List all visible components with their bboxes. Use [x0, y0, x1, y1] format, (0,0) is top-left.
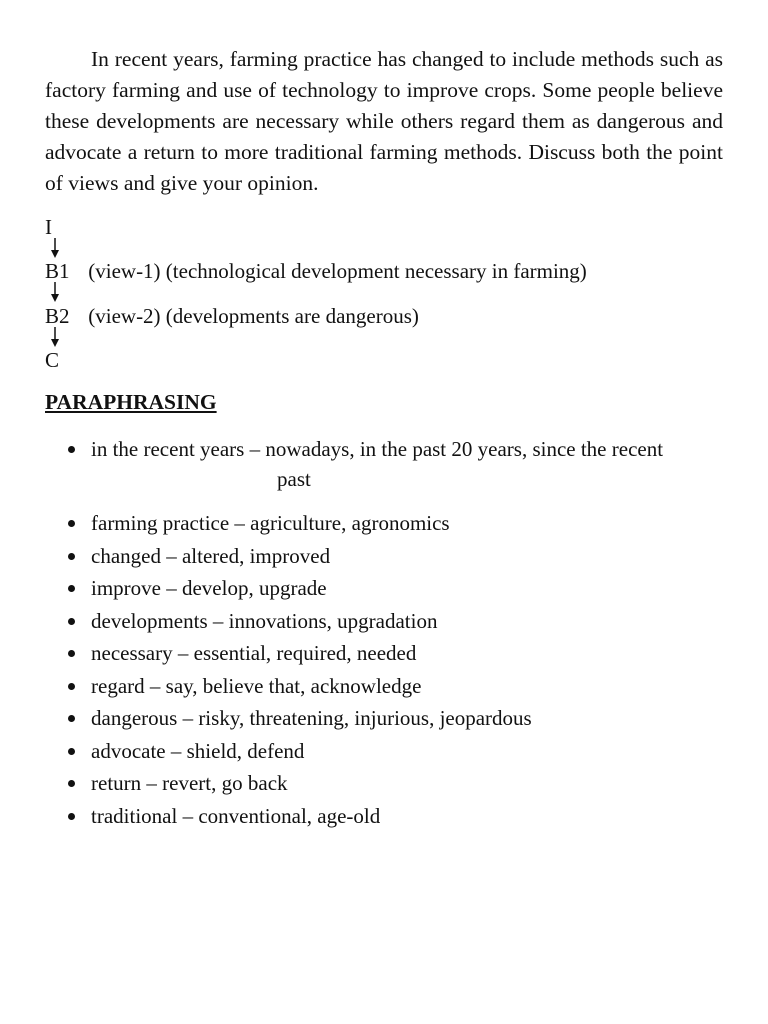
paraphrase-synonyms: agriculture, agronomics: [250, 511, 450, 535]
list-item: [45, 767, 725, 800]
paraphrase-term: advocate: [91, 738, 166, 763]
paraphrase-term: traditional: [91, 803, 178, 828]
bullet-icon: [68, 585, 75, 592]
paraphrase-separator: –: [160, 543, 182, 568]
down-arrow-icon: [50, 327, 60, 347]
paraphrase-synonyms: shield, defend: [186, 738, 305, 763]
paraphrase-synonyms: develop, upgrade: [181, 576, 327, 600]
bullet-icon: [68, 683, 75, 690]
paraphrase-separator: –: [207, 608, 229, 633]
paraphrase-synonyms: say, believe that, acknowledge: [165, 673, 422, 698]
list-item: [45, 605, 725, 638]
flow-body-1: [45, 258, 587, 284]
flow-intro: [45, 214, 52, 240]
paraphrase-separator: –: [172, 641, 194, 665]
flow-body-1-text: (view-1) (technological development necessary in farming): [88, 259, 587, 283]
flow-body-2-text: (view-2) (developments are dangerous): [88, 304, 419, 328]
paraphrase-term: return: [91, 771, 142, 795]
flow-body-1-code: B1: [45, 259, 70, 283]
bullet-icon: [68, 650, 75, 657]
paraphrase-term: improve: [91, 576, 161, 600]
paraphrase-term: necessary: [91, 641, 173, 665]
paraphrase-term: farming practice: [91, 511, 230, 535]
paraphrase-term: changed: [91, 543, 161, 568]
paraphrase-synonyms: risky, threatening, injurious, jeopardous: [198, 706, 532, 730]
list-item: [45, 800, 725, 833]
paraphrase-synonyms: conventional, age-old: [198, 803, 381, 828]
paraphrasing-heading: PARAPHRASING: [45, 390, 217, 414]
list-item: [45, 735, 725, 768]
paraphrase-synonyms: nowadays, in the past 20 years, since the recent: [265, 437, 664, 461]
paraphrase-synonyms: essential, required, needed: [193, 641, 417, 665]
paraphrase-separator: –: [165, 738, 187, 763]
bullet-icon: [68, 813, 75, 820]
paraphrasing-list: [45, 434, 725, 832]
flow-conclusion: [45, 347, 59, 373]
bullet-icon: [68, 748, 75, 755]
flow-body-2: [45, 303, 419, 329]
paraphrase-term: in the recent years: [91, 437, 245, 461]
paraphrase-term: developments: [91, 608, 208, 633]
paraphrase-separator: –: [141, 771, 163, 795]
paraphrase-separator: –: [229, 511, 251, 535]
flow-conclusion-code: C: [45, 348, 60, 372]
list-item: [45, 702, 725, 735]
bullet-icon: [68, 618, 75, 625]
paraphrase-separator: –: [144, 673, 166, 698]
bullet-icon: [68, 446, 75, 453]
down-arrow-icon: [50, 282, 60, 302]
bullet-icon: [68, 715, 75, 722]
paraphrase-term: regard: [91, 673, 145, 698]
paraphrase-synonyms: revert, go back: [162, 771, 288, 795]
flow-intro-code: I: [45, 215, 52, 239]
flow-body-2-code: B2: [45, 304, 70, 328]
paraphrase-synonyms: innovations, upgradation: [228, 608, 438, 633]
paraphrase-separator: –: [160, 576, 182, 600]
bullet-icon: [68, 780, 75, 787]
list-item: [45, 637, 725, 670]
list-item: [45, 572, 725, 605]
paraphrase-separator: –: [244, 437, 266, 461]
down-arrow-icon: [50, 238, 60, 258]
paraphrase-separator: –: [177, 803, 199, 828]
list-item: [45, 540, 725, 573]
list-item: [45, 507, 725, 540]
list-item: [45, 434, 725, 494]
paraphrase-synonyms-continued: past: [277, 467, 311, 491]
paraphrase-term: dangerous: [91, 706, 178, 730]
list-item: [45, 670, 725, 703]
bullet-icon: [68, 553, 75, 560]
paraphrase-synonyms: altered, improved: [181, 543, 331, 568]
bullet-icon: [68, 520, 75, 527]
essay-question: In recent years, farming practice has changed to include methods such as factory farming and use of technology to improve crops. Some people believe these developments are necessary while others regard them as dangerous and advocate a return to more traditional farming methods. Discuss both the point of views and give your opinion.: [45, 47, 723, 195]
paraphrase-separator: –: [177, 706, 199, 730]
